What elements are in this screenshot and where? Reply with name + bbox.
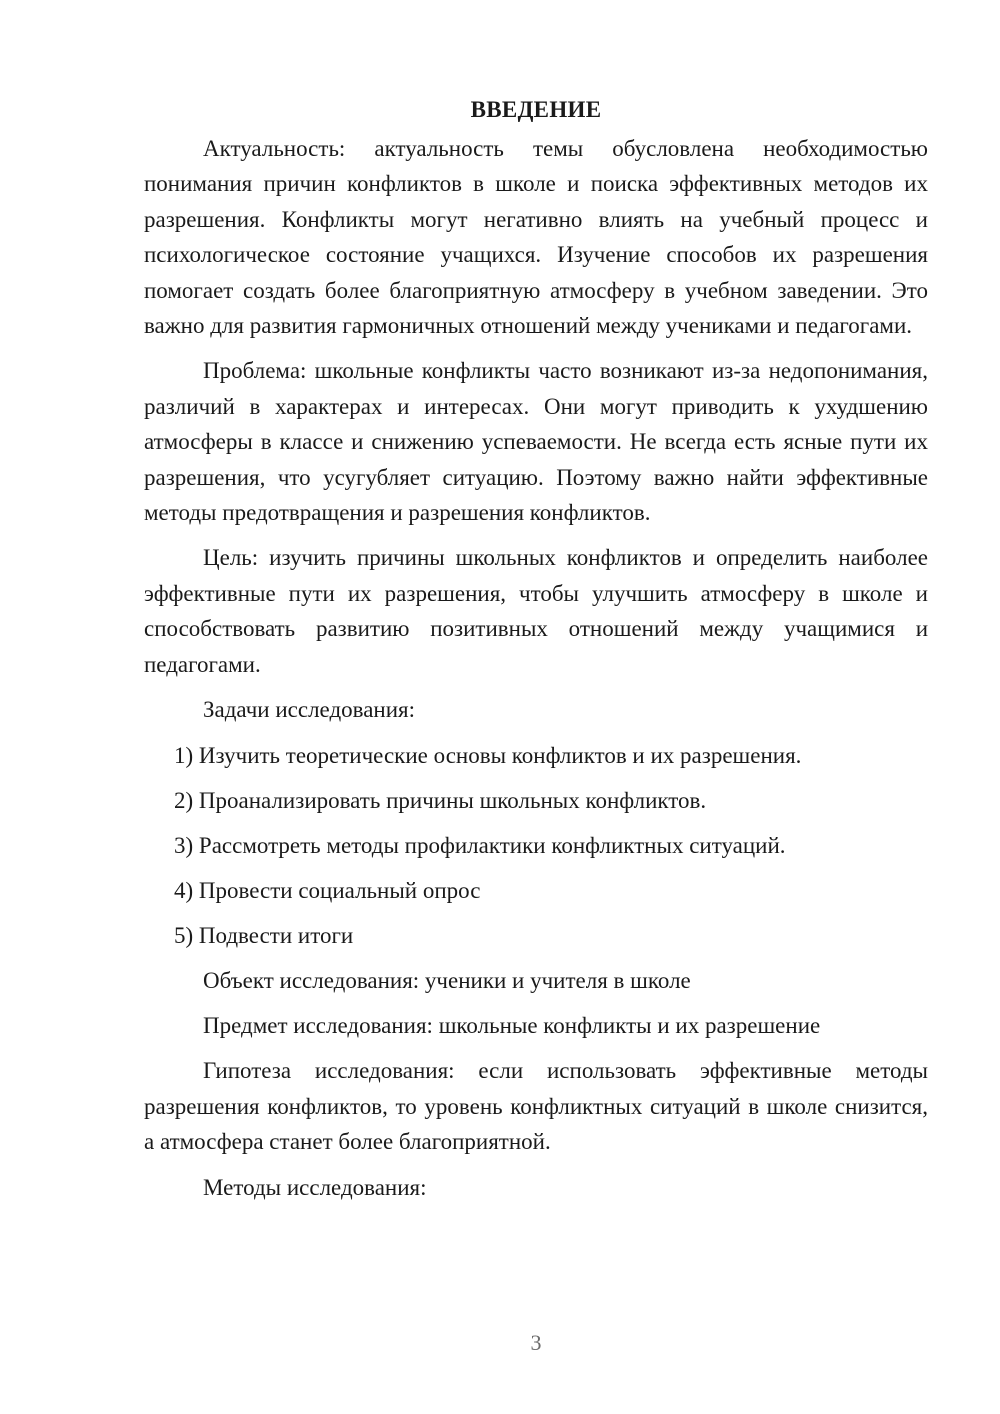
task-item-3: 3) Рассмотреть методы профилактики конфликтных ситуаций. <box>174 832 786 858</box>
page-number: 3 <box>530 1330 542 1355</box>
hypothesis-paragraph: Гипотеза исследования: если использовать эффективные методы разрешения конфликтов, то уровень конфликтных ситуаций в школе снизится, а атмосфера станет более благоприятной. <box>144 1058 928 1155</box>
problem-paragraph: Проблема: школьные конфликты часто возникают из-за недопонимания, различий в характерах и интересах. Они могут приводить к ухудшению атмосферы в классе и снижению успеваемости. Не всегда есть ясные пути их разрешения, что усугубляет ситуацию. Поэтому важно найти эффективные методы предотвращения и разрешения конфликтов. <box>144 358 928 526</box>
relevance-paragraph: Актуальность: актуальность темы обусловлена необходимостью понимания причин конфликтов в школе и поиска эффективных методов их разрешения. Конфликты могут негативно влиять на учебный процесс и психологическое состояние учащихся. Изучение способов их разрешения помогает создать более благоприятную атмосферу в учебном заведении. Это важно для развития гармоничных отношений между учениками и педагогами. <box>144 136 928 339</box>
page-body <box>144 92 928 1205</box>
task-item-5: 5) Подвести итоги <box>174 922 354 948</box>
task-item-2: 2) Проанализировать причины школьных конфликтов. <box>174 787 707 813</box>
section-heading: ВВЕДЕНИЕ <box>470 97 602 122</box>
tasks-title: Задачи исследования: <box>203 697 416 723</box>
object-paragraph: Объект исследования: ученики и учителя в школе <box>203 967 691 993</box>
methods-title: Методы исследования: <box>203 1174 427 1200</box>
goal-paragraph: Цель: изучить причины школьных конфликтов и определить наиболее эффективные пути их разрешения, чтобы улучшить атмосферу в школе и способствовать развитию позитивных отношений между учащимися и педагогами. <box>144 545 928 677</box>
task-item-4: 4) Провести социальный опрос <box>174 877 481 903</box>
subject-paragraph: Предмет исследования: школьные конфликты и их разрешение <box>203 1012 821 1038</box>
task-item-1: 1) Изучить теоретические основы конфликтов и их разрешения. <box>174 742 802 768</box>
